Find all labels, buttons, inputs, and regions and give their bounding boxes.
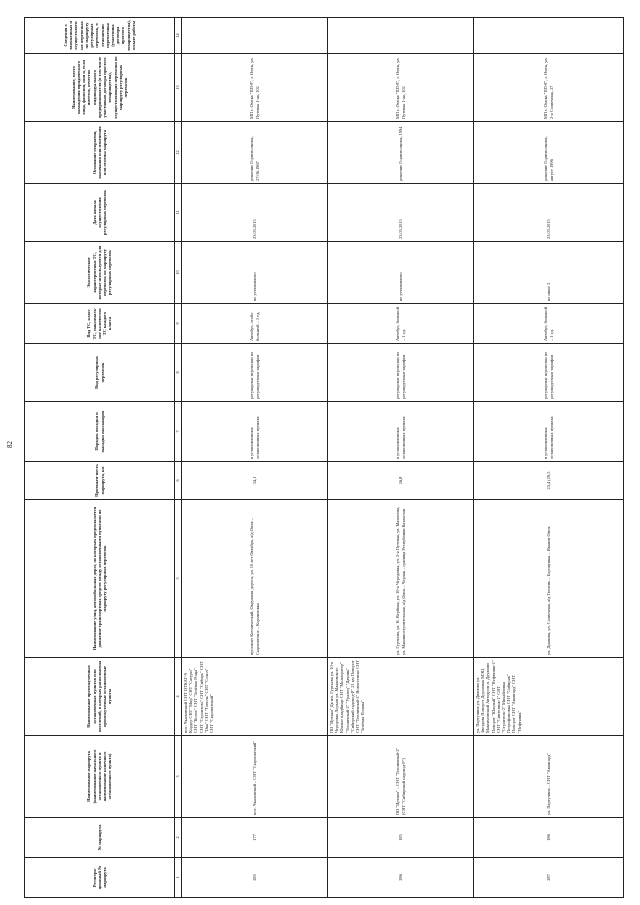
route-name-cell: ПО "Иртыш" – СНТ "Тепличный-2" (СНТ "Сибирский садовод-Р") [328, 736, 474, 818]
header-cell: Наименование улиц, автомобильных дорог, по которым предполагается движение транспортных средств между остановочными пунктами по маршруту регулярных перевозок [25, 500, 175, 658]
table-row [328, 18, 474, 898]
column-number: 3 [175, 736, 182, 818]
column-number: 4 [175, 658, 182, 736]
length-cell: 34,1 [182, 462, 328, 500]
streets-cell: ул. Гуртьева, ул. Н. Вербная, ул. 10-я Чередовая, ул. 2-я Путевая, ул. Мамлеева, ул. Машиностроительная, а/д Омск – Черлак – граница Республики Казахстан [328, 500, 474, 658]
transport-type-cell: регулярные перевозки по регулируемым тарифам [474, 344, 624, 402]
notes-cell [182, 18, 328, 54]
start-date-cell: 23.03.2015 [474, 184, 624, 242]
column-number: 13 [175, 54, 182, 122]
start-date-cell: 23.03.2015 [328, 184, 474, 242]
transport-type-cell: регулярные перевозки по регулируемым тарифам [182, 344, 328, 402]
header-cell: Наименование промежуточных остановочных пунктов или поселений, в которых расположены промежуточные остановочные пункты [25, 658, 175, 736]
start-date-cell: 23.03.2015 [182, 184, 328, 242]
route-number-cell: 186 [474, 818, 624, 858]
route-name-cell: пос. Чкаловский – СНТ "Сыропятский" [182, 736, 328, 818]
column-number: 7 [175, 402, 182, 462]
header-cell: Сведения о таможенных и осуществляемых перевозках по маршруту регулярных перевозок, в отношении перевозчика (участника договора простого товарищества), оплате работы [25, 18, 175, 54]
vehicle-cell: Автобус, особо большой – 1 ед. [182, 304, 328, 344]
notes-cell [474, 18, 624, 54]
header-cell: Порядок посадки и высадки пассажиров [25, 402, 175, 462]
transport-type-cell: регулярные перевозки по регулируемым тарифам [328, 344, 474, 402]
boarding-cell: в установленных остановочных пунктах [328, 402, 474, 462]
basis-cell: решение Горисполкома, 1994 [328, 122, 474, 184]
header-cell: Вид регулярных перевозок [25, 344, 175, 402]
header-cell: Регистра-ционный № маршрута [25, 858, 175, 898]
table-row [474, 18, 624, 898]
reg-number-cell: 286 [328, 858, 474, 898]
length-cell: 26,8 [328, 462, 474, 500]
stops-cell: ПО "Иртыш" Дк им. Гуртьева ул. 10-я Чередовая Лорьян ул. Маяковского Южное кладбище СНТ "Мелиоратор" "Тепличный-2" "Уралец" "Дачник" "Сибирский садовод-Р" 21 км Поворот СНТ "Тепличный-2" Вознесенско СНТ "Зелёная Поляна" [328, 658, 474, 736]
header-cell: № маршрута [25, 818, 175, 858]
header-cell: Наименование маршрута (наименование начального остановочного пункта и наименование конечного остановочного пункта) [25, 736, 175, 818]
rotated-table-wrapper [24, 18, 624, 898]
boarding-cell: в установленных остановочных пунктах [474, 402, 624, 462]
header-cell: Основание открытия, окончания или изменения или отмены маршрута [25, 122, 175, 184]
eco-cell: не ниже 2 [474, 242, 624, 304]
column-number: 8 [175, 344, 182, 402]
basis-cell: решение Горисполкома, август 1996 [474, 122, 624, 184]
column-number: 2 [175, 818, 182, 858]
stops-cell: ул. Партучина ул. Дианова ул. Звездова Поворот Дорожная МЭЦ Максимовский Автодром п. Дружино Поворот "Южный" СНТ "Нефтяник-1" СНТ "Синтезник-1" СНТ "Строитель-2" Михайловка Петрофимовка СНТ "Сибиряк" Поворот СНТ "Авангард" СНТ "Нефтяник" [474, 658, 624, 736]
column-number: 14 [175, 18, 182, 54]
column-number: 12 [175, 122, 182, 184]
page-number: 82 [6, 441, 14, 448]
streets-cell: ул. Дианова, ул. Солнечная, а/д Тюмень – Боровушка – Иванов Омск [474, 500, 624, 658]
vehicle-cell: Автобус, большой – 1 ед. [474, 304, 624, 344]
document-sheet [24, 18, 624, 898]
reg-number-cell: 285 [182, 858, 328, 898]
column-number: 9 [175, 304, 182, 344]
route-name-cell: ул. Партучина – СНТ "Авангард" [474, 736, 624, 818]
streets-cell: проспект Космический, Окружная дорога, ул. 10 лет Октября, а/д Омск – Сыропятское – Кормиловка [182, 500, 328, 658]
carrier-cell: МП г. Омска "ПП-8", г. Омск, ул. 2-я Солнечная, 27 [474, 54, 624, 122]
header-cell: Дата начала осуществления регулярных перевозок [25, 184, 175, 242]
basis-cell: решение Горисполкома, 27.06.1967 [182, 122, 328, 184]
length-cell: 23,4 (29,5 [474, 462, 624, 500]
column-number: 11 [175, 184, 182, 242]
vehicle-cell: Автобус, большой – 1 ед. [328, 304, 474, 344]
carrier-cell: МП г. Омска "ПП-8", г. Омск, ул. Путевая 1-ая, 102 [182, 54, 328, 122]
header-cell: Наименование, место нахождения юридического лица, фамилия, имя и, если имеется, отчество индивидуального предпринимателя (в том числе участников договора простого товарищества), осуществляющих перевозки по маршруту регулярных перевозок [25, 54, 175, 122]
route-number-cell: 185 [328, 818, 474, 858]
header-cell: Вид ТС, класс ТС, максималь-ное количество ТС каждого класса [25, 304, 175, 344]
carrier-cell: МП г. Омска "ПП-8", г. Омск, ул. Путевая 1-ая, 102 [328, 54, 474, 122]
column-number: 6 [175, 462, 182, 500]
header-cell: Протяжен-ность маршрута, км [25, 462, 175, 500]
column-number: 5 [175, 500, 182, 658]
eco-cell: не установлено [328, 242, 474, 304]
route-number-cell: 177 [182, 818, 328, 858]
routes-registry-table [24, 17, 624, 898]
boarding-cell: в установленных остановочных пунктах [182, 402, 328, 462]
column-number: 1 [175, 858, 182, 898]
notes-cell [328, 18, 474, 54]
reg-number-cell: 287 [474, 858, 624, 898]
table-row [182, 18, 328, 898]
stops-cell: пос. Чкаловский СНТ ОТКАТ-9 Кордер СНТ "Мир" СНТ "Сатурн" СНТ "Колос" СНТ "Зелёная Роща" СНТ "Строитель" СНТ "Сибирь" СНТ "Ока" СНТ "Тополь" СНТ "Сокол" СНТ "Сыропятский" [182, 658, 328, 736]
eco-cell: не установлено [182, 242, 328, 304]
column-number-row [175, 18, 182, 898]
header-row [25, 18, 175, 898]
column-number: 10 [175, 242, 182, 304]
header-cell: Экологические характеристики ТС, которые используются для перевозок по маршруту регулярных перевозок [25, 242, 175, 304]
